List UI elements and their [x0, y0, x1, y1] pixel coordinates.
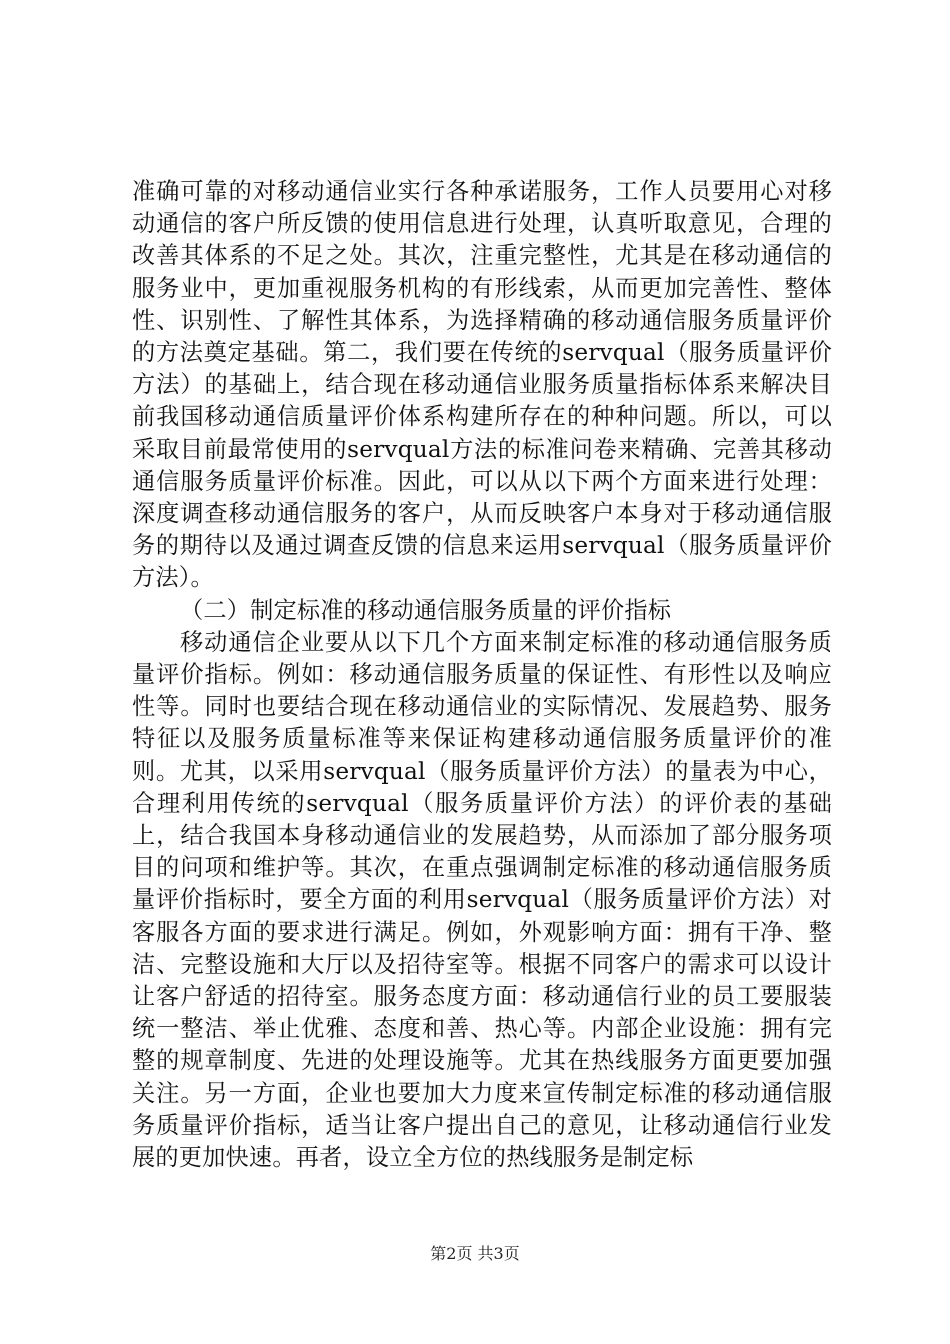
section-heading: （二）制定标准的移动通信服务质量的评价指标 — [180, 596, 672, 624]
paragraph-continued: 准确可靠的对移动通信业实行各种承诺服务，工作人员要用心对移动通信的客户所反馈的使用信息进行处理，认真听取意见，合理的改善其体系的不足之处。其次，注重完整性，尤其是在移动通信的服务业中，更加重视服务机构的有形线索，从而更加完善性、整体性、识别性、了解性其体系，为选择精确的移动通信服务质量评价的方法奠定基础。第二，我们要在传统的servqual（服务质量评价方法）的基础上，结合现在移动通信业服务质量指标体系来解决目前我国移动通信质量评价体系构建所存在的种种问题。所以，可以采取目前最常使用的servqual方法的标准问卷来精确、完善其移动通信服务质量评价标准。因此，可以从以下两个方面来进行处理：深度调查移动通信服务的客户，从而反映客户本身对于移动通信服务的期待以及通过调查反馈的信息来运用servqual（服务质量评价方法）。 — [132, 178, 832, 592]
document-body — [132, 176, 832, 1174]
paragraph: 移动通信企业要从以下几个方面来制定标准的移动通信服务质量评价指标。例如：移动通信服务质量的保证性、有形性以及响应性等。同时也要结合现在移动通信业的实际情况、发展趋势、服务特征以及服务质量标准等来保证构建移动通信服务质量评价的准则。尤其，以采用servqual（服务质量评价方法）的量表为中心，合理利用传统的servqual（服务质量评价方法）的评价表的基础上，结合我国本身移动通信业的发展趋势，从而添加了部分服务项目的问项和维护等。其次，在重点强调制定标准的移动通信服务质量评价指标时，要全方面的利用servqual（服务质量评价方法）对客服各方面的要求进行满足。例如，外观影响方面：拥有干净、整洁、完整设施和大厅以及招待室等。根据不同客户的需求可以设计让客户舒适的招待室。服务态度方面：移动通信行业的员工要服装统一整洁、举止优雅、态度和善、热心等。内部企业设施：拥有完整的规章制度、先进的处理设施等。尤其在热线服务方面更要加强关注。另一方面，企业也要加大力度来宣传制定标准的移动通信服务质量评价指标，适当让客户提出自己的意见，让移动通信行业发展的更加快速。再者，设立全方位的热线服务是制定标 — [132, 628, 832, 1172]
page-footer: 第2页 共3页 — [430, 1244, 520, 1263]
